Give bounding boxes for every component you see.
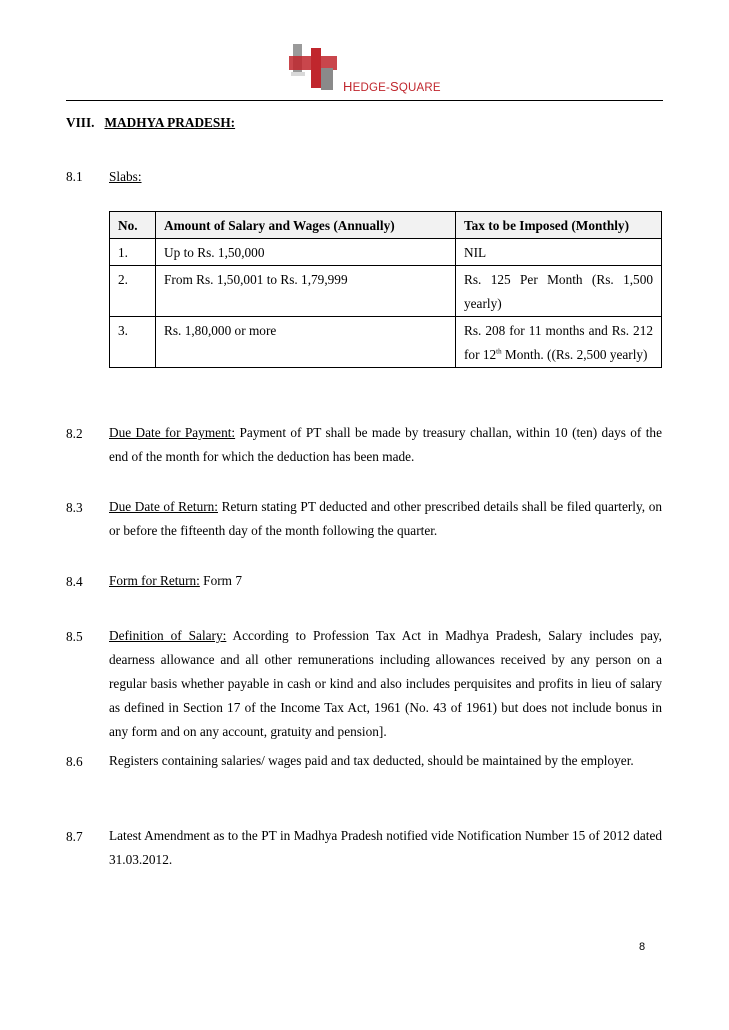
item-number: 8.5 <box>66 629 83 644</box>
table-cell: NIL <box>456 239 662 266</box>
page-number: 8 <box>639 941 646 953</box>
paragraph: Due Date for Payment: Payment of PT shall be made by treasury challan, within 10 (ten) days of the end of the month for which the deduction has been made. <box>109 425 662 464</box>
paragraph: Latest Amendment as to the PT in Madhya Pradesh notified vide Notification Number 15 of 2012 dated 31.03.2012. <box>109 828 662 867</box>
item-number: 8.4 <box>66 574 83 589</box>
header-divider <box>66 100 663 101</box>
table-cell: From Rs. 1,50,001 to Rs. 1,79,999 <box>156 266 456 317</box>
hedge-square-logo <box>289 42 339 94</box>
paragraph: Definition of Salary: According to Profession Tax Act in Madhya Pradesh, Salary includes pay, dearness allowance and all other remunerations including allowances received by any person on a regular basis whether payable in cash or kind and also includes perquisites and profits in lieu of salary as defined in Section 17 of the Income Tax Act, 1961 (No. 43 of 1961) but does not include bonus in any form and on any account, gratuity and pension]. <box>109 628 663 739</box>
paragraph-label: Definition of Salary: <box>109 628 227 643</box>
item-number: 8.2 <box>66 426 83 441</box>
table-cell: Up to Rs. 1,50,000 <box>156 239 456 266</box>
item-number: 8.7 <box>66 829 83 844</box>
paragraph-label: Form for Return: <box>109 573 200 588</box>
paragraph-label: Due Date for Payment: <box>109 425 236 440</box>
section-title: MADHYA PRADESH: <box>104 115 236 130</box>
paragraph: Due Date of Return: Return stating PT deducted and other prescribed details shall be filed quarterly, on or before the fifteenth day of the month following the quarter. <box>109 499 662 538</box>
table-header-row <box>110 212 662 239</box>
paragraph: Form for Return: Form 7 <box>109 573 242 588</box>
table-cell: 1. <box>110 239 156 266</box>
table-cell: 2. <box>110 266 156 317</box>
table-row <box>110 317 662 368</box>
item-number: 8.6 <box>66 754 83 769</box>
paragraph: Registers containing salaries/ wages paid and tax deducted, should be maintained by the employer. <box>109 753 634 768</box>
slabs-label-row <box>109 165 662 189</box>
table-header-cell: Tax to be Imposed (Monthly) <box>456 212 662 239</box>
table-header-cell: No. <box>110 212 156 239</box>
table-row <box>110 266 662 317</box>
table-header-cell: Amount of Salary and Wages (Annually) <box>156 212 456 239</box>
section-number: VIII. <box>66 115 95 130</box>
slabs-label: Slabs: <box>109 169 142 184</box>
item-number: 8.3 <box>66 500 83 515</box>
table-cell: Rs. 125 Per Month (Rs. 1,500 yearly) <box>456 266 662 317</box>
paragraph-label: Due Date of Return: <box>109 499 218 514</box>
tax-slab-table <box>109 211 662 368</box>
table-cell: Rs. 1,80,000 or more <box>156 317 456 368</box>
table-cell: 3. <box>110 317 156 368</box>
table-cell: Rs. 208 for 11 months and Rs. 212 for 12th Month. ((Rs. 2,500 yearly) <box>456 317 662 368</box>
item-number: 8.1 <box>66 169 83 184</box>
brand-name: HEDGE-SQUARE <box>343 79 441 94</box>
section-heading <box>66 115 235 131</box>
table-row <box>110 239 662 266</box>
